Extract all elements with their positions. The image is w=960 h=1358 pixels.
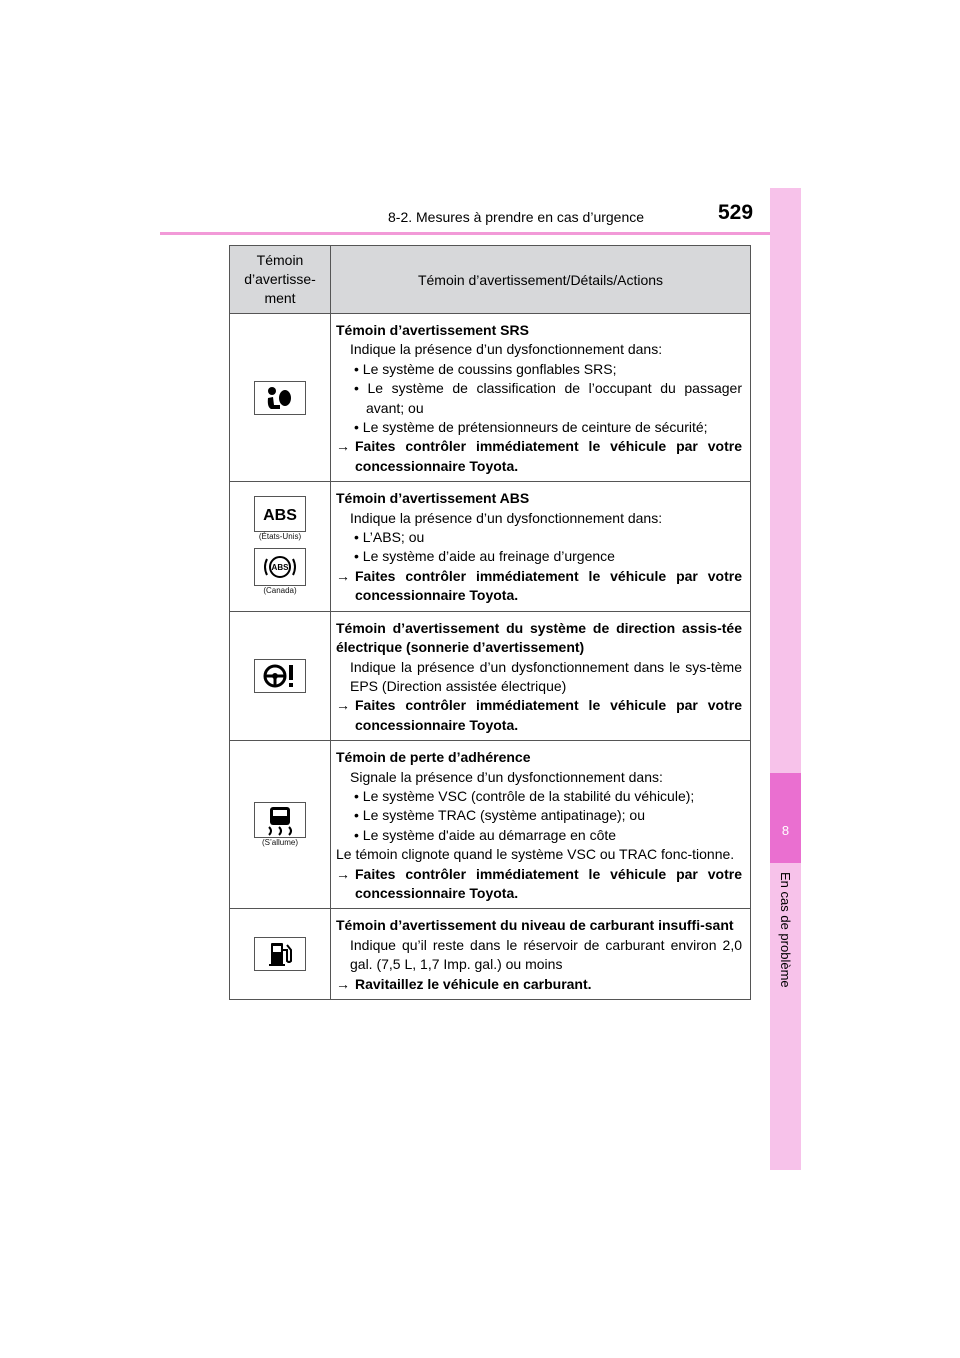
row-bullet: • Le système de prétensionneurs de ceinture de sécurité;: [354, 419, 708, 436]
warning-lights-table: [229, 245, 751, 1000]
row-intro: Signale la présence d’un dysfonctionnement dans:: [350, 768, 663, 785]
abs-text: ABS: [271, 563, 289, 573]
icon-cell: [230, 611, 331, 740]
table-header-row: [230, 246, 751, 314]
section-title: 8-2. Mesures à prendre en cas d’urgence: [388, 209, 645, 225]
eps-steering-warning-icon: [254, 659, 306, 693]
row-bullet: • Le système de classification de l’occupant du passager avant; ou: [354, 380, 742, 416]
row-bullet: • Le système VSC (contrôle de la stabilité du véhicule);: [354, 787, 695, 804]
row-action: → Faites contrôler immédiatement le véhicule par votre concessionnaire Toyota.: [336, 865, 742, 901]
arrow-icon: →: [336, 438, 350, 455]
chapter-number: 8: [781, 823, 790, 838]
row-intro: Indique la présence d’un dysfonctionnement dans:: [350, 509, 663, 526]
abs-warning-icon: [254, 496, 306, 532]
table-row: [230, 741, 751, 909]
icon-caption: (S’allume): [261, 837, 298, 847]
chapter-tab-marker: [770, 773, 801, 863]
icon-cell: [230, 314, 331, 482]
row-title: Témoin de perte d’adhérence: [336, 749, 531, 766]
row-action: → Faites contrôler immédiatement le véhicule par votre concessionnaire Toyota.: [336, 697, 742, 733]
icon-cell: [230, 741, 331, 909]
row-title: Témoin d’avertissement SRS: [336, 322, 529, 338]
chapter-title: En cas de problème: [778, 872, 793, 988]
row-intro: Indique qu’il reste dans le réservoir de carburant environ 2,0 gal. (7,5 L, 1,7 Imp. gal.) ou moins: [350, 936, 742, 973]
col-header-icon: Témoin d’avertisse-ment: [230, 246, 331, 314]
col-header-details: Témoin d’avertissement/Détails/Actions: [331, 246, 751, 314]
header-divider: [160, 232, 800, 235]
arrow-icon: →: [336, 567, 350, 584]
arrow-icon: →: [336, 697, 350, 714]
region-caption-canada: (Canada): [263, 586, 297, 596]
region-caption-us: (États-Unis): [258, 532, 302, 542]
details-cell: [331, 611, 751, 740]
table-row: [230, 314, 751, 482]
table-row: [230, 909, 751, 1000]
row-action: → Faites contrôler immédiatement le véhicule par votre concessionnaire Toyota.: [336, 567, 742, 604]
srs-airbag-warning-icon: [254, 381, 306, 415]
slip-indicator-icon: [254, 802, 306, 838]
row-title: Témoin d’avertissement du système de direction assis-tée électrique (sonnerie d’avertissement): [336, 619, 742, 656]
row-intro: Indique la présence d’un dysfonctionnement dans:: [350, 341, 663, 358]
row-bullet: • Le système TRAC (système antipatinage); ou: [354, 807, 645, 824]
row-intro: Indique la présence d’un dysfonctionnement dans le sys-tème EPS (Direction assistée électrique): [350, 658, 742, 694]
details-cell: [331, 741, 751, 909]
row-title: Témoin d’avertissement ABS: [336, 490, 530, 507]
row-bullet: • L’ABS; ou: [354, 529, 425, 546]
row-bullet: • Le système de coussins gonflables SRS;: [354, 360, 617, 377]
chapter-side-tab: [770, 188, 801, 1170]
row-bullet: • Le système d’aide au freinage d’urgence: [354, 548, 615, 565]
arrow-icon: →: [336, 865, 350, 882]
table-row: [230, 482, 751, 611]
row-title: Témoin d’avertissement du niveau de carburant insuffi-sant: [336, 917, 734, 934]
row-action: → Ravitaillez le véhicule en carburant.: [336, 975, 742, 994]
icon-cell: [230, 909, 331, 1000]
low-fuel-warning-icon: [254, 937, 306, 971]
icon-cell: [230, 482, 331, 611]
table-row: [230, 611, 751, 740]
abs-canada-warning-icon: [254, 548, 306, 586]
row-note: Le témoin clignote quand le système VSC ou TRAC fonc-tionne.: [336, 846, 735, 863]
details-cell: [331, 314, 751, 482]
details-cell: [331, 482, 751, 611]
row-action: → Faites contrôler immédiatement le véhicule par votre concessionnaire Toyota.: [336, 438, 742, 474]
row-bullet: • Le système d'aide au démarrage en côte: [354, 826, 617, 843]
arrow-icon: →: [336, 975, 350, 992]
details-cell: [331, 909, 751, 1000]
page-number: 529: [718, 201, 754, 224]
abs-text: ABS: [263, 507, 297, 525]
